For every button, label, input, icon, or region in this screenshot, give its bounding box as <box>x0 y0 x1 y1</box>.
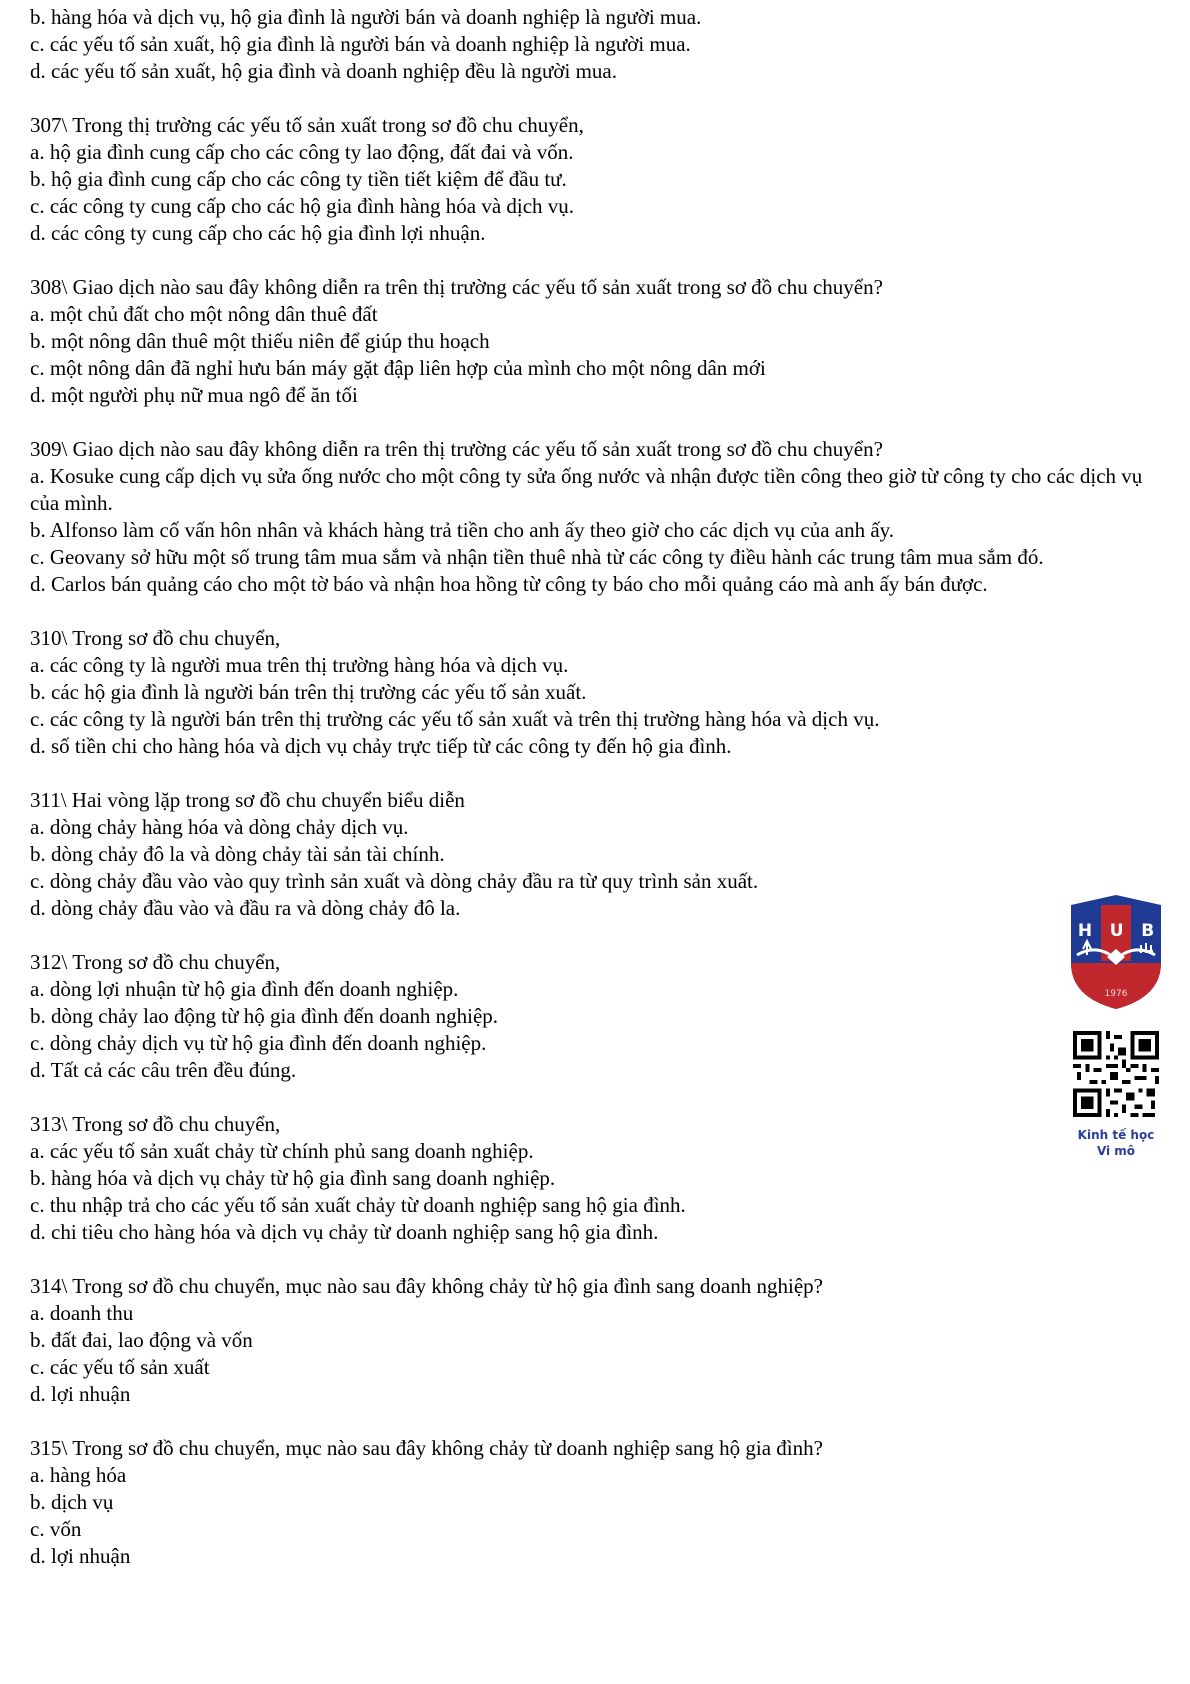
option-line: c. thu nhập trả cho các yếu tố sản xuất chảy từ doanh nghiệp sang hộ gia đình. <box>30 1193 686 1217</box>
option-line: d. Tất cả các câu trên đều đúng. <box>30 1058 297 1082</box>
option-line: b. hàng hóa và dịch vụ chảy từ hộ gia đình sang doanh nghiệp. <box>30 1166 556 1190</box>
option-line: c. Geovany sở hữu một số trung tâm mua sắm và nhận tiền thuê nhà từ các công ty điều hành các trung tâm mua sắm đó. <box>30 545 1044 569</box>
option-line: d. số tiền chi cho hàng hóa và dịch vụ chảy trực tiếp từ các công ty đến hộ gia đình. <box>30 734 732 758</box>
hub-shield-icon <box>1069 893 1163 1011</box>
spacer <box>30 922 1170 949</box>
document-page <box>30 4 1170 1570</box>
option-line: c. các công ty cung cấp cho các hộ gia đình hàng hóa và dịch vụ. <box>30 194 575 218</box>
logo-letter-h: H <box>1077 921 1093 941</box>
option-line: a. dòng lợi nhuận từ hộ gia đình đến doanh nghiệp. <box>30 977 459 1001</box>
option-line: c. dòng chảy dịch vụ từ hộ gia đình đến doanh nghiệp. <box>30 1031 487 1055</box>
hub-logo <box>1065 893 1167 1159</box>
question-312: 312\ Trong sơ đồ chu chuyển, <box>30 950 281 974</box>
option-line: d. dòng chảy đầu vào và đầu ra và dòng chảy đô la. <box>30 896 461 920</box>
option-line: d. lợi nhuận <box>30 1544 131 1568</box>
option-line: c. vốn <box>30 1517 82 1541</box>
option-line: c. các yếu tố sản xuất <box>30 1355 210 1379</box>
spacer <box>30 1246 1170 1273</box>
spacer <box>30 409 1170 436</box>
question-314: 314\ Trong sơ đồ chu chuyển, mục nào sau đây không chảy từ hộ gia đình sang doanh nghiệp? <box>30 1274 823 1298</box>
spacer <box>30 85 1170 112</box>
option-line: c. dòng chảy đầu vào vào quy trình sản xuất và dòng chảy đầu ra từ quy trình sản xuất. <box>30 869 759 893</box>
spacer <box>30 1084 1170 1111</box>
option-line: b. dòng chảy lao động từ hộ gia đình đến doanh nghiệp. <box>30 1004 499 1028</box>
logo-letter-u: U <box>1109 921 1124 941</box>
option-line: a. dòng chảy hàng hóa và dòng chảy dịch vụ. <box>30 815 409 839</box>
option-line: b. các hộ gia đình là người bán trên thị trường các yếu tố sản xuất. <box>30 680 587 704</box>
caption-line-2: Vi mô <box>1096 1144 1136 1158</box>
spacer <box>30 247 1170 274</box>
qr-code-icon <box>1073 1031 1167 1121</box>
option-line: a. Kosuke cung cấp dịch vụ sửa ống nước cho một công ty sửa ống nước và nhận được tiền công theo giờ từ công ty cho các dịch vụ của mình. <box>30 464 1143 515</box>
question-309: 309\ Giao dịch nào sau đây không diễn ra trên thị trường các yếu tố sản xuất trong sơ đồ chu chuyển? <box>30 437 883 461</box>
option-line: d. các công ty cung cấp cho các hộ gia đình lợi nhuận. <box>30 221 486 245</box>
option-line: b. đất đai, lao động và vốn <box>30 1328 253 1352</box>
question-307: 307\ Trong thị trường các yếu tố sản xuất trong sơ đồ chu chuyển, <box>30 113 584 137</box>
option-line: c. các yếu tố sản xuất, hộ gia đình là người bán và doanh nghiệp là người mua. <box>30 32 691 56</box>
hub-letters <box>1069 921 1163 941</box>
option-line: b. dịch vụ <box>30 1490 114 1514</box>
question-310: 310\ Trong sơ đồ chu chuyển, <box>30 626 281 650</box>
option-line: b. hàng hóa và dịch vụ, hộ gia đình là người bán và doanh nghiệp là người mua. <box>30 5 702 29</box>
option-line: d. các yếu tố sản xuất, hộ gia đình và doanh nghiệp đều là người mua. <box>30 59 618 83</box>
option-line: a. hộ gia đình cung cấp cho các công ty lao động, đất đai và vốn. <box>30 140 574 164</box>
option-line: b. Alfonso làm cố vấn hôn nhân và khách hàng trả tiền cho anh ấy theo giờ cho các dịch vụ của anh ấy. <box>30 518 895 542</box>
option-line: a. doanh thu <box>30 1301 134 1325</box>
logo-letter-b: B <box>1141 921 1155 941</box>
question-315: 315\ Trong sơ đồ chu chuyển, mục nào sau đây không chảy từ doanh nghiệp sang hộ gia đình? <box>30 1436 823 1460</box>
option-line: b. hộ gia đình cung cấp cho các công ty tiền tiết kiệm để đầu tư. <box>30 167 567 191</box>
option-line: b. dòng chảy đô la và dòng chảy tài sản tài chính. <box>30 842 445 866</box>
option-line: a. các yếu tố sản xuất chảy từ chính phủ sang doanh nghiệp. <box>30 1139 534 1163</box>
option-line: d. lợi nhuận <box>30 1382 131 1406</box>
logo-year: 1976 <box>1104 989 1128 999</box>
question-308: 308\ Giao dịch nào sau đây không diễn ra trên thị trường các yếu tố sản xuất trong sơ đồ chu chuyển? <box>30 275 883 299</box>
caption-line-1: Kinh tế học <box>1077 1128 1155 1142</box>
spacer <box>30 598 1170 625</box>
option-line: c. một nông dân đã nghỉ hưu bán máy gặt đập liên hợp của mình cho một nông dân mới <box>30 356 766 380</box>
option-line: c. các công ty là người bán trên thị trường các yếu tố sản xuất và trên thị trường hàng hóa và dịch vụ. <box>30 707 880 731</box>
option-line: d. một người phụ nữ mua ngô để ăn tối <box>30 383 358 407</box>
logo-caption <box>1065 1127 1167 1159</box>
option-line: a. hàng hóa <box>30 1463 127 1487</box>
option-line: b. một nông dân thuê một thiếu niên để giúp thu hoạch <box>30 329 490 353</box>
option-line: d. Carlos bán quảng cáo cho một tờ báo và nhận hoa hồng từ công ty báo cho mỗi quảng cáo mà anh ấy bán được. <box>30 572 988 596</box>
question-313: 313\ Trong sơ đồ chu chuyển, <box>30 1112 281 1136</box>
option-line: a. các công ty là người mua trên thị trường hàng hóa và dịch vụ. <box>30 653 569 677</box>
spacer <box>30 760 1170 787</box>
question-311: 311\ Hai vòng lặp trong sơ đồ chu chuyển biểu diễn <box>30 788 465 812</box>
option-line: a. một chủ đất cho một nông dân thuê đất <box>30 302 378 326</box>
spacer <box>30 1408 1170 1435</box>
option-line: d. chi tiêu cho hàng hóa và dịch vụ chảy từ doanh nghiệp sang hộ gia đình. <box>30 1220 659 1244</box>
